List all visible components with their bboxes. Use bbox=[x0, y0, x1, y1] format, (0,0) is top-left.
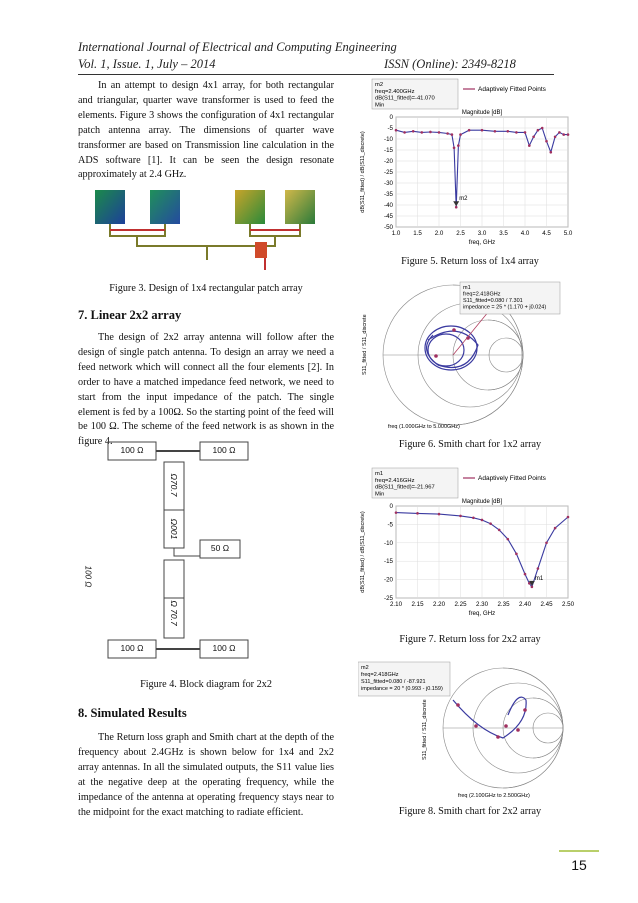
legend-label: Adaptively Fitted Points bbox=[478, 475, 546, 482]
y-tick-label: 0 bbox=[389, 114, 393, 121]
data-point bbox=[541, 127, 544, 130]
data-point bbox=[395, 129, 398, 132]
figure-7-chart bbox=[358, 466, 578, 621]
fig6-side-label: S11_fitted / S11_discrete bbox=[362, 314, 368, 375]
journal-title: International Journal of Electrical and Computing Engineering bbox=[78, 40, 397, 54]
fig4-50-ohm-label: 50 Ω bbox=[210, 543, 230, 553]
x-tick-label: 1.5 bbox=[413, 230, 422, 237]
figure-8-smith-chart bbox=[358, 660, 578, 800]
fig8-marker-line-3: S11_fitted=0.080 / -87.921 bbox=[361, 679, 426, 685]
x-tick-label: 2.30 bbox=[475, 601, 489, 608]
x-tick-label: 2.50 bbox=[561, 601, 575, 608]
data-point bbox=[515, 131, 518, 134]
section-8-paragraph-block bbox=[78, 731, 334, 820]
data-point bbox=[429, 131, 432, 134]
x-tick-label: 2.40 bbox=[518, 601, 532, 608]
figure-3-caption: Figure 3. Design of 1x4 rectangular patch array bbox=[109, 283, 303, 294]
fig8-side-label: S11_fitted / S11_discrete bbox=[422, 699, 428, 760]
y-tick-label: -5 bbox=[387, 521, 393, 529]
section-7-title: 7. Linear 2x2 array bbox=[78, 308, 182, 322]
y-tick-label: -45 bbox=[384, 213, 393, 220]
data-point bbox=[453, 147, 456, 150]
data-point bbox=[545, 140, 548, 143]
data-point bbox=[567, 516, 570, 519]
x-tick-label: 5.0 bbox=[563, 230, 573, 237]
data-point bbox=[489, 522, 492, 525]
data-point bbox=[421, 131, 424, 134]
intro-paragraph-block bbox=[78, 79, 334, 183]
data-point bbox=[457, 144, 460, 147]
x-tick-label: 2.0 bbox=[434, 230, 444, 237]
feed-block bbox=[255, 242, 267, 258]
data-point bbox=[515, 553, 518, 556]
data-point bbox=[550, 151, 553, 154]
data-point bbox=[537, 129, 540, 132]
data-point bbox=[567, 133, 570, 136]
figure-5-chart bbox=[358, 77, 578, 247]
data-point bbox=[524, 573, 527, 576]
data-point bbox=[481, 519, 484, 522]
x-tick-label: 3.0 bbox=[477, 230, 487, 237]
patch-2 bbox=[150, 190, 180, 224]
y-tick-label: -50 bbox=[384, 224, 393, 231]
data-point bbox=[537, 567, 540, 570]
marker-line: dB(S11_fitted)=-41.070 bbox=[375, 95, 435, 102]
x-tick-label: 2.10 bbox=[389, 601, 403, 608]
x-tick-label: 2.45 bbox=[540, 601, 553, 608]
data-point bbox=[416, 512, 419, 515]
section-8-title: 8. Simulated Results bbox=[78, 706, 187, 720]
fig4-bottom-right-label: 100 Ω bbox=[212, 643, 236, 653]
fig6-freq-label: freq (1.000GHz to 5.000GHz) bbox=[388, 424, 460, 430]
y-tick-label: -5 bbox=[387, 125, 393, 132]
fig6-marker-line-3: S11_fitted=0.080 / 7.301 bbox=[463, 298, 523, 304]
x-tick-label: 3.5 bbox=[499, 230, 508, 237]
fig8-freq-label: freq (2.100GHz to 2.500GHz) bbox=[458, 793, 530, 799]
data-point bbox=[403, 131, 406, 134]
min-marker-label: m1 bbox=[534, 575, 544, 582]
y-tick-label: -25 bbox=[384, 169, 393, 176]
fig6-marker-line-4: impedance = 25 * (1.170 + j0.024) bbox=[463, 304, 547, 311]
figure-4-caption: Figure 4. Block diagram for 2x2 bbox=[140, 679, 272, 690]
data-point bbox=[472, 516, 475, 519]
patch-4 bbox=[285, 190, 315, 224]
marker-line: m2 bbox=[375, 82, 384, 88]
y-axis-label: dB(S11_fitted) / dB(S11_discrete) bbox=[360, 511, 366, 593]
data-point bbox=[562, 133, 565, 136]
data-point bbox=[498, 529, 501, 532]
x-tick-label: 2.15 bbox=[411, 601, 424, 608]
data-point bbox=[532, 136, 535, 139]
page-number: 15 bbox=[559, 850, 599, 878]
smith-trace-2 bbox=[453, 697, 526, 738]
header-rule bbox=[78, 74, 554, 75]
data-point bbox=[455, 206, 458, 209]
data-point bbox=[459, 133, 462, 136]
fig4-mid-label: Ω001 bbox=[169, 518, 179, 540]
patch-1 bbox=[95, 190, 125, 224]
marker-line: freq=2.400GHz bbox=[375, 88, 415, 95]
smith-grid-2 bbox=[443, 668, 563, 788]
figure-3-patch-array bbox=[95, 190, 327, 275]
data-point bbox=[481, 129, 484, 132]
fig4-quarter-wave-1-label: Ω70.7 bbox=[169, 473, 179, 497]
data-point bbox=[545, 542, 548, 545]
y-axis-label: dB(S11_fitted) / dB(S11_discrete) bbox=[360, 131, 366, 213]
fig8-marker-line-2: freq=2.418GHz bbox=[361, 672, 399, 678]
data-point bbox=[558, 131, 561, 134]
figure-4-block-diagram bbox=[80, 440, 275, 660]
figure-6-caption: Figure 6. Smith chart for 1x2 array bbox=[398, 439, 542, 450]
data-point bbox=[507, 130, 510, 133]
figure-8-caption: Figure 8. Smith chart for 2x2 array bbox=[398, 806, 542, 817]
figure-7-caption: Figure 7. Return loss for 2x2 array bbox=[399, 634, 541, 645]
figure-7-return-loss bbox=[358, 466, 578, 621]
y-tick-label: -10 bbox=[384, 539, 393, 547]
issn-info: ISSN (Online): 2349-8218 bbox=[384, 57, 516, 71]
y-tick-label: -40 bbox=[384, 202, 393, 209]
fig8-marker-line-4: impedance = 20 * (0.993 - j0.159) bbox=[361, 686, 443, 692]
y-tick-label: -20 bbox=[384, 576, 393, 584]
intro-paragraph: In an attempt to design 4x1 array, for both rectangular and triangular, quarter wave transformer is used to feed the elements. Figure 3 shows the configuration of 4x1 rectangular patch antenna array. The dimensions of quarter wave transformer are based on Transmission line calculation in the ADS software [1]. It can be seen the design resonate approximately at 2.4 GHz. bbox=[78, 80, 334, 181]
y-tick-label: -15 bbox=[384, 147, 393, 154]
patch-3 bbox=[235, 190, 265, 224]
x-axis-label: freq, GHz bbox=[468, 239, 496, 246]
fig6-marker-line-1: m1 bbox=[463, 285, 471, 291]
y-tick-label: -35 bbox=[384, 191, 393, 198]
marker-line: Min bbox=[375, 491, 385, 498]
smith-trace bbox=[425, 326, 478, 370]
y-tick-label: 0 bbox=[389, 503, 393, 510]
chart-subtitle: Magnitude [dB] bbox=[461, 499, 503, 505]
legend-label: Adaptively Fitted Points bbox=[478, 86, 546, 93]
data-point bbox=[412, 130, 415, 133]
data-point bbox=[438, 513, 441, 516]
figure-6-smith-chart bbox=[358, 280, 578, 430]
x-tick-label: 2.5 bbox=[456, 230, 465, 237]
fig8-marker-line-1: m2 bbox=[361, 665, 369, 671]
volume-info: Vol. 1, Issue. 1, July – 2014 bbox=[78, 57, 216, 71]
data-point bbox=[468, 129, 471, 132]
data-point bbox=[531, 586, 534, 589]
figure-5-return-loss bbox=[358, 77, 578, 247]
x-tick-label: 2.20 bbox=[432, 601, 446, 608]
y-tick-label: -30 bbox=[384, 180, 393, 187]
x-tick-label: 4.0 bbox=[520, 230, 530, 237]
data-point bbox=[446, 132, 449, 135]
x-axis-label: freq, GHz bbox=[468, 610, 496, 617]
marker-line: m1 bbox=[375, 471, 384, 477]
data-point bbox=[451, 133, 454, 136]
y-tick-label: -10 bbox=[384, 136, 393, 143]
x-tick-label: 2.35 bbox=[497, 601, 510, 608]
section-8-paragraph: The Return loss graph and Smith chart at the depth of the frequency about 2.4GHz is shown below for 1x4 and 2x2 array antennas. In all the simulated outputs, the S11 value lies at the negative deep at the operating frequency, while the impedance of the antenna at operating frequency stays near to the midpoint for the exact matching to radiate efficient. bbox=[78, 732, 334, 818]
marker-line: freq=2.416GHz bbox=[375, 477, 415, 484]
fig4-bottom-left-label: 100 Ω bbox=[120, 643, 144, 653]
fig4-top-right-label: 100 Ω bbox=[212, 445, 236, 455]
data-point bbox=[459, 515, 462, 518]
figure-5-caption: Figure 5. Return loss of 1x4 array bbox=[401, 256, 539, 267]
data-point bbox=[554, 527, 557, 530]
fig6-marker-line-2: freq=2.418GHz bbox=[463, 291, 501, 298]
marker-line: dB(S11_fitted)=-21.967 bbox=[375, 484, 435, 491]
data-point bbox=[507, 538, 510, 541]
data-point bbox=[494, 130, 497, 133]
data-point bbox=[528, 144, 531, 147]
data-point bbox=[395, 511, 398, 514]
fig4-quarter-wave-2-label: Ω 70.7 bbox=[169, 600, 179, 626]
fig4-top-left-label: 100 Ω bbox=[120, 445, 144, 455]
x-tick-label: 4.5 bbox=[542, 230, 551, 237]
y-tick-label: -15 bbox=[384, 558, 393, 566]
data-point bbox=[438, 131, 441, 134]
marker-line: Min bbox=[375, 102, 385, 109]
section-7-paragraph-block bbox=[78, 331, 334, 450]
x-tick-label: 1.0 bbox=[391, 230, 401, 237]
y-tick-label: -25 bbox=[384, 595, 393, 602]
fig4-left-side-label: 100 Ω bbox=[83, 565, 93, 588]
chart-subtitle: Magnitude [dB] bbox=[461, 110, 503, 116]
min-marker-label: m2 bbox=[459, 196, 468, 203]
y-tick-label: -20 bbox=[384, 158, 393, 165]
section-7-paragraph: The design of 2x2 array antenna will follow after the design of single patch antenna. To design an array we need a feed network which will connect all the four elements [2]. In order to have a matched impedance feed network, we need to start from the input impedance of the patch. The single element is fed by a 100Ω. So the starting point of the feed will be 100 Ω. The scheme of the feed network is as shown in the figure 4. bbox=[78, 332, 334, 448]
x-tick-label: 2.25 bbox=[454, 601, 467, 608]
data-point bbox=[524, 131, 527, 134]
data-point bbox=[554, 136, 557, 139]
